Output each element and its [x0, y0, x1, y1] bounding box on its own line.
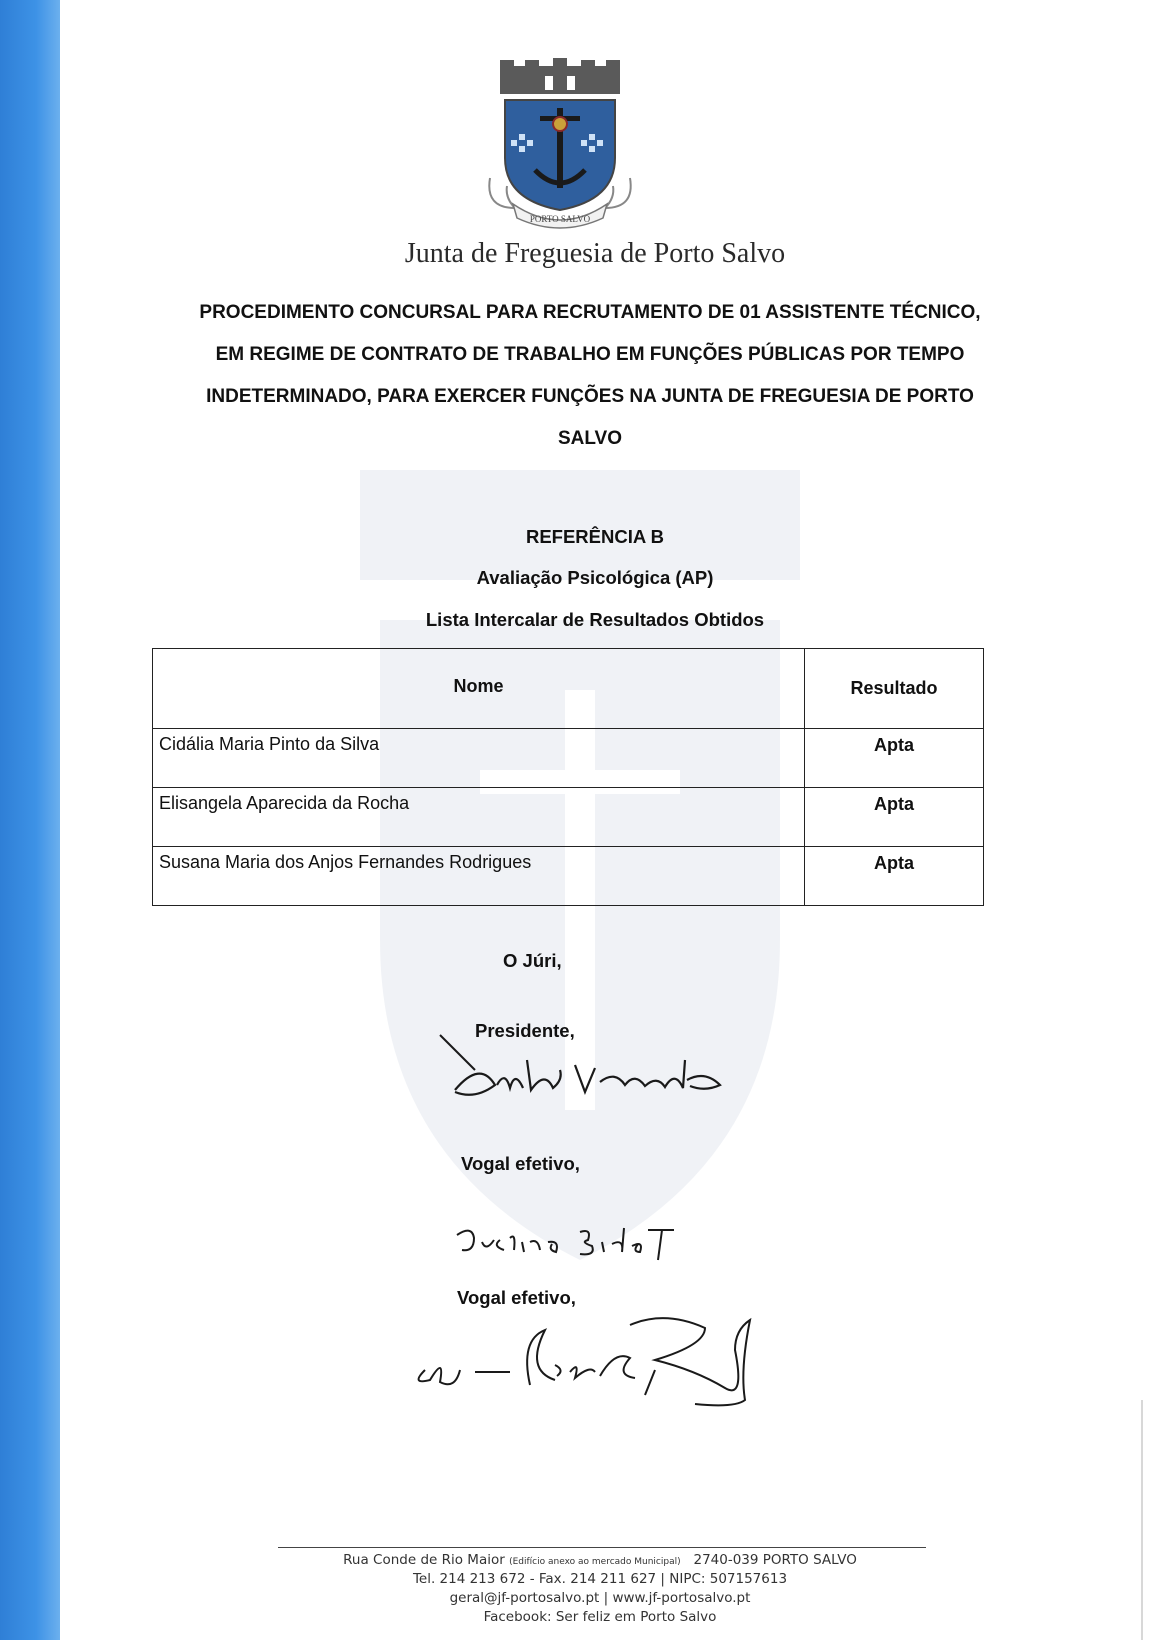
- footer-postal: 2740-039 PORTO SALVO: [693, 1552, 857, 1568]
- coat-of-arms-icon: [485, 58, 635, 230]
- vogal2-label: Vogal efetivo,: [457, 1287, 576, 1308]
- results-table: [152, 648, 984, 906]
- candidate-result: Apta: [805, 788, 984, 847]
- footer-contacts: Tel. 214 213 672 - Fax. 214 211 627 | NIPC: 507157613: [412, 1571, 788, 1587]
- president-signature-icon: [435, 1030, 735, 1110]
- table-row: [153, 788, 984, 847]
- column-header-name: Nome: [153, 649, 805, 729]
- column-header-result: Resultado: [805, 649, 984, 729]
- document-page: [60, 0, 1140, 1640]
- footer-street: Rua Conde de Rio Maior: [343, 1552, 505, 1568]
- heading-line: SALVO: [557, 428, 623, 449]
- organization-title: Junta de Freguesia de Porto Salvo: [404, 238, 786, 269]
- evaluation-label: Avaliação Psicológica (AP): [476, 567, 714, 588]
- vogal1-signature-icon: [452, 1220, 682, 1270]
- table-row: [153, 847, 984, 906]
- candidate-result: Apta: [805, 729, 984, 788]
- footer-web[interactable]: geral@jf-portosalvo.pt | www.jf-portosalvo.pt: [449, 1590, 751, 1606]
- footer-divider: [278, 1547, 926, 1548]
- procedure-heading: [140, 292, 1040, 460]
- footer-address-note: (Edifício anexo ao mercado Municipal): [509, 1557, 681, 1567]
- table-header-row: [153, 649, 984, 729]
- president-label: Presidente,: [475, 1020, 575, 1041]
- candidate-name: Elisangela Aparecida da Rocha: [153, 788, 805, 847]
- reference-label: REFERÊNCIA B: [525, 526, 665, 547]
- jury-title: O Júri,: [503, 950, 562, 971]
- heading-line: EM REGIME DE CONTRATO DE TRABALHO EM FUNÇÕES PÚBLICAS POR TEMPO: [215, 344, 965, 365]
- heading-line: INDETERMINADO, PARA EXERCER FUNÇÕES NA JUNTA DE FREGUESIA DE PORTO: [206, 386, 974, 407]
- footer-address: [210, 1551, 990, 1572]
- footer-facebook: Facebook: Ser feliz em Porto Salvo: [483, 1609, 717, 1625]
- vogal1-label: Vogal efetivo,: [461, 1153, 580, 1174]
- list-title: Lista Intercalar de Resultados Obtidos: [425, 609, 765, 630]
- heading-line: PROCEDIMENTO CONCURSAL PARA RECRUTAMENTO DE 01 ASSISTENTE TÉCNICO,: [199, 302, 981, 323]
- vogal2-signature-icon: [405, 1310, 795, 1410]
- left-margin-bar: [0, 0, 60, 1640]
- candidate-name: Susana Maria dos Anjos Fernandes Rodrigues: [153, 847, 805, 906]
- candidate-name: Cidália Maria Pinto da Silva: [153, 729, 805, 788]
- table-row: [153, 729, 984, 788]
- crest-label: PORTO SALVO: [529, 214, 591, 224]
- candidate-result: Apta: [805, 847, 984, 906]
- scan-edge-line: [1141, 1400, 1143, 1640]
